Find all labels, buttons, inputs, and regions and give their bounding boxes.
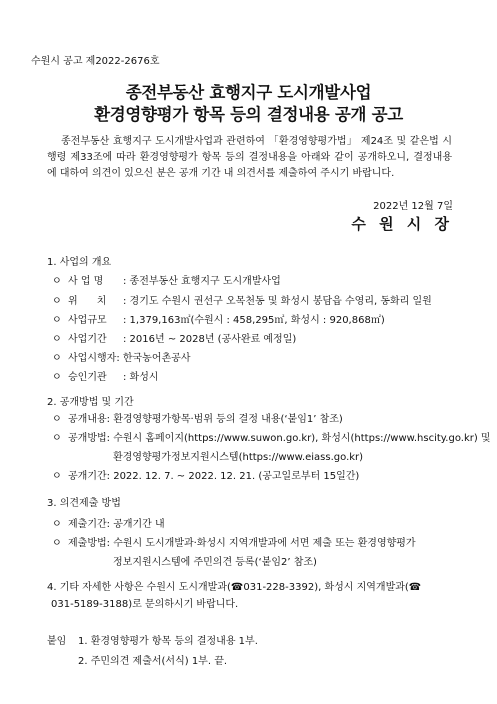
intro-text: 종전부동산 효행지구 도시개발사업과 관련하여 「환경영향평가법」 제24조 및 같은법 시행령 제33조에 따라 환경영향평가 항목 등의 결정내용을 아래와 같이 공개하오니, 결정내용에 대하여 의견이 있으신 분은 공개 기간 내 의견서를 제출하여 주시기 바랍니다. — [47, 136, 452, 179]
item-label: 위 치 — [68, 296, 107, 307]
issuer-name: 수 원 시 장 — [351, 215, 453, 233]
item-label: 공개내용: — [68, 414, 111, 425]
approval-authority-item — [52, 368, 159, 383]
item-value: 공개기간 내 — [113, 519, 165, 530]
announcement-date: 2022년 12월 7일 — [373, 201, 453, 212]
item-label: 승인기관 — [68, 372, 107, 383]
item-value: 수원시 홈페이지(https://www.suwon.go.kr), 화성시(https://www.hscity.go.kr) 및 — [113, 433, 491, 444]
disclosure-period-item — [52, 467, 359, 482]
item-value: : 종전부동산 효행지구 도시개발사업 — [123, 276, 281, 287]
section-2-title: 2. 공개방법 및 기간 — [47, 397, 134, 408]
item-value: : 화성시 — [123, 372, 159, 383]
bullet-mark: ㅇ — [52, 471, 62, 482]
disclosure-method-item — [52, 429, 491, 444]
bullet-mark: ㅇ — [52, 433, 62, 444]
bullet-mark: ㅇ — [52, 334, 62, 345]
item-value: 수원시 도시개발과·화성시 지역개발과에 서면 제출 또는 환경영향평가 — [113, 538, 416, 549]
project-location-item — [52, 292, 432, 307]
section-4-paragraph — [47, 579, 451, 613]
section-3-title: 3. 의견제출 방법 — [47, 498, 121, 509]
bullet-mark: ㅇ — [52, 276, 62, 287]
section-1-title: 1. 사업의 개요 — [47, 257, 112, 268]
project-period-item — [52, 330, 296, 345]
item-label: 사업기간 — [68, 334, 107, 345]
attachment-label: 붙임 — [47, 636, 67, 647]
submission-method-item — [52, 534, 416, 549]
section-4-line-2: 031-5189-3188)로 문의하시기 바랍니다. — [51, 599, 239, 610]
item-value: : 경기도 수원시 권선구 오목천동 및 화성시 봉담읍 수영리, 동화리 일원 — [123, 296, 432, 307]
item-label: 사업시행자 — [68, 353, 117, 364]
bullet-mark: ㅇ — [52, 315, 62, 326]
project-operator-item — [52, 349, 190, 364]
bullet-mark: ㅇ — [52, 538, 62, 549]
item-label: 공개기간: — [68, 471, 111, 482]
bullet-mark: ㅇ — [52, 296, 62, 307]
attachment-item-1: 1. 환경영향평가 항목 등의 결정내용 1부. — [78, 636, 258, 647]
item-value: 환경영향평가항목·범위 등의 결정 내용(‘붙임1’ 참조) — [113, 414, 343, 425]
item-label: 제출방법: — [68, 538, 111, 549]
title-line-2: 환경영향평가 항목 등의 결정내용 공개 공고 — [94, 105, 403, 124]
item-value: : 2016년 ~ 2028년 (공사완료 예정일) — [123, 334, 297, 345]
section-4-line-1: 4. 기타 자세한 사항은 수원시 도시개발과(☎031-228-3392), 화성시 지역개발과(☎ — [47, 582, 422, 593]
bullet-mark: ㅇ — [52, 414, 62, 425]
item-value: : 1,379,163㎡(수원시 : 458,295㎡, 화성시 : 920,868㎡) — [123, 315, 385, 326]
title-line-1: 종전부동산 효행지구 도시개발사업 — [125, 83, 372, 102]
bullet-mark: ㅇ — [52, 372, 62, 383]
intro-paragraph — [47, 134, 452, 182]
item-label: 제출기간: — [68, 519, 111, 530]
item-label: 공개방법: — [68, 433, 111, 444]
submission-method-continued: 정보지원시스템에 주민의견 등록(‘붙임2’ 참조) — [113, 557, 317, 568]
notice-number: 수원시 공고 제2022-2676호 — [31, 56, 160, 67]
item-value: : 한국농어촌공사 — [116, 353, 191, 364]
item-label: 사 업 명 — [68, 276, 104, 287]
project-scale-item — [52, 311, 385, 326]
bullet-mark: ㅇ — [52, 353, 62, 364]
item-value: 2022. 12. 7. ~ 2022. 12. 21. (공고일로부터 15일간) — [113, 471, 360, 482]
project-name-item — [52, 272, 281, 287]
attachment-item-2: 2. 주민의견 제출서(서식) 1부. 끝. — [78, 656, 228, 667]
submission-period-item — [52, 515, 165, 530]
item-label: 사업규모 — [68, 315, 107, 326]
disclosure-content-item — [52, 410, 343, 425]
disclosure-method-continued: 환경영향평가정보지원시스템(https://www.eiass.go.kr) — [113, 452, 364, 463]
bullet-mark: ㅇ — [52, 519, 62, 530]
